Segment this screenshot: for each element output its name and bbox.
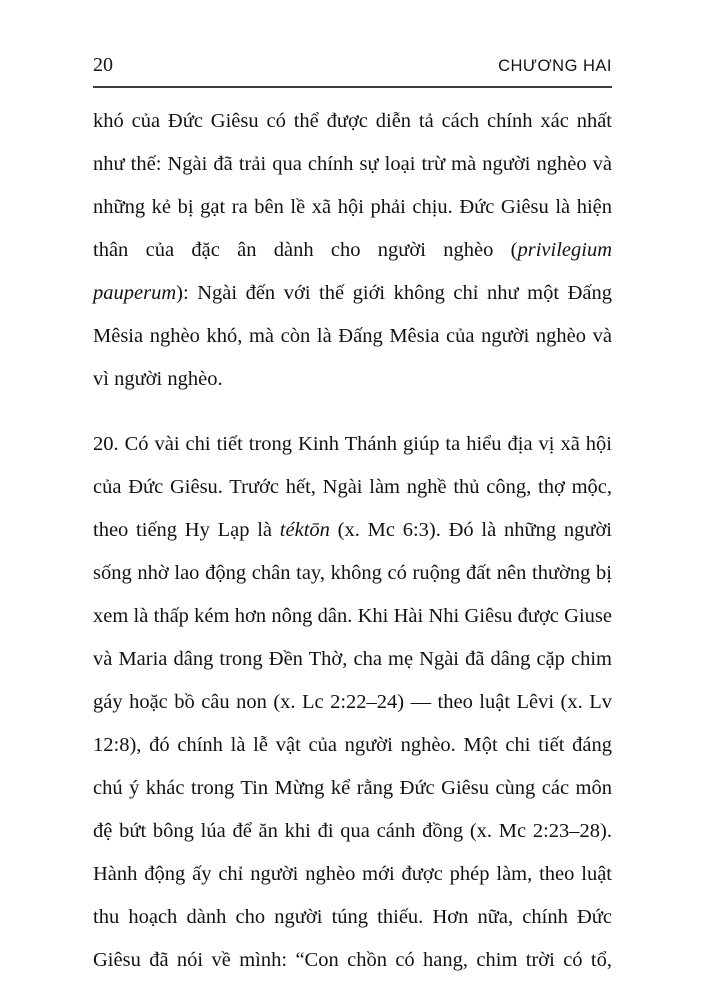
running-header (93, 0, 612, 77)
paragraph (93, 100, 612, 401)
body-text (93, 100, 612, 982)
text-run: 20. Có vài chi tiết trong Kinh Thánh giúp ta hiểu địa vị xã hội của Đức Giêsu. Trước hết, Ngài làm nghề thủ công, thợ mộc, theo tiếng Hy Lạp là (93, 433, 612, 541)
page-number: 20 (93, 54, 113, 76)
text-run: ): Ngài đến với thế giới không chỉ như một Đấng Mêsia nghèo khó, mà còn là Đấng Mêsia của người nghèo và vì người nghèo. (93, 282, 612, 390)
text-run: (x. Mc 6:3). Đó là những người sống nhờ lao động chân tay, không có ruộng đất nên thường bị xem là thấp kém hơn nông dân. Khi Hài Nhi Giêsu được Giuse và Maria dâng trong Đền Thờ, cha mẹ Ngài đã dâng cặp chim gáy hoặc bồ câu non (x. Lc 2:22–24) — theo luật Lêvi (x. Lv 12:8), đó chính là lễ vật của người nghèo. Một chi tiết đáng chú ý khác trong Tin Mừng kể rằng Đức Giêsu cùng các môn đệ bứt bông lúa để ăn khi đi qua cánh đồng (x. Mc 2:23–28). Hành động ấy chỉ người nghèo mới được phép làm, theo luật thu hoạch dành cho người túng thiếu. Hơn nữa, chính Đức Giêsu đã nói về mình: “Con chồn có hang, chim trời có tổ, (93, 519, 612, 971)
italic-text-run: privilegium pauperum (93, 239, 612, 304)
text-run: khó của Đức Giêsu có thể được diễn tả cách chính xác nhất như thế: Ngài đã trải qua chính sự loại trừ mà người nghèo và những kẻ bị gạt ra bên lề xã hội phải chịu. Đức Giêsu là hiện thân của đặc ân dành cho người nghèo ( (93, 110, 612, 261)
header-rule (93, 86, 612, 88)
paragraph (93, 423, 612, 982)
chapter-title: CHƯƠNG HAI (498, 57, 612, 75)
italic-text-run: téktōn (279, 519, 330, 541)
